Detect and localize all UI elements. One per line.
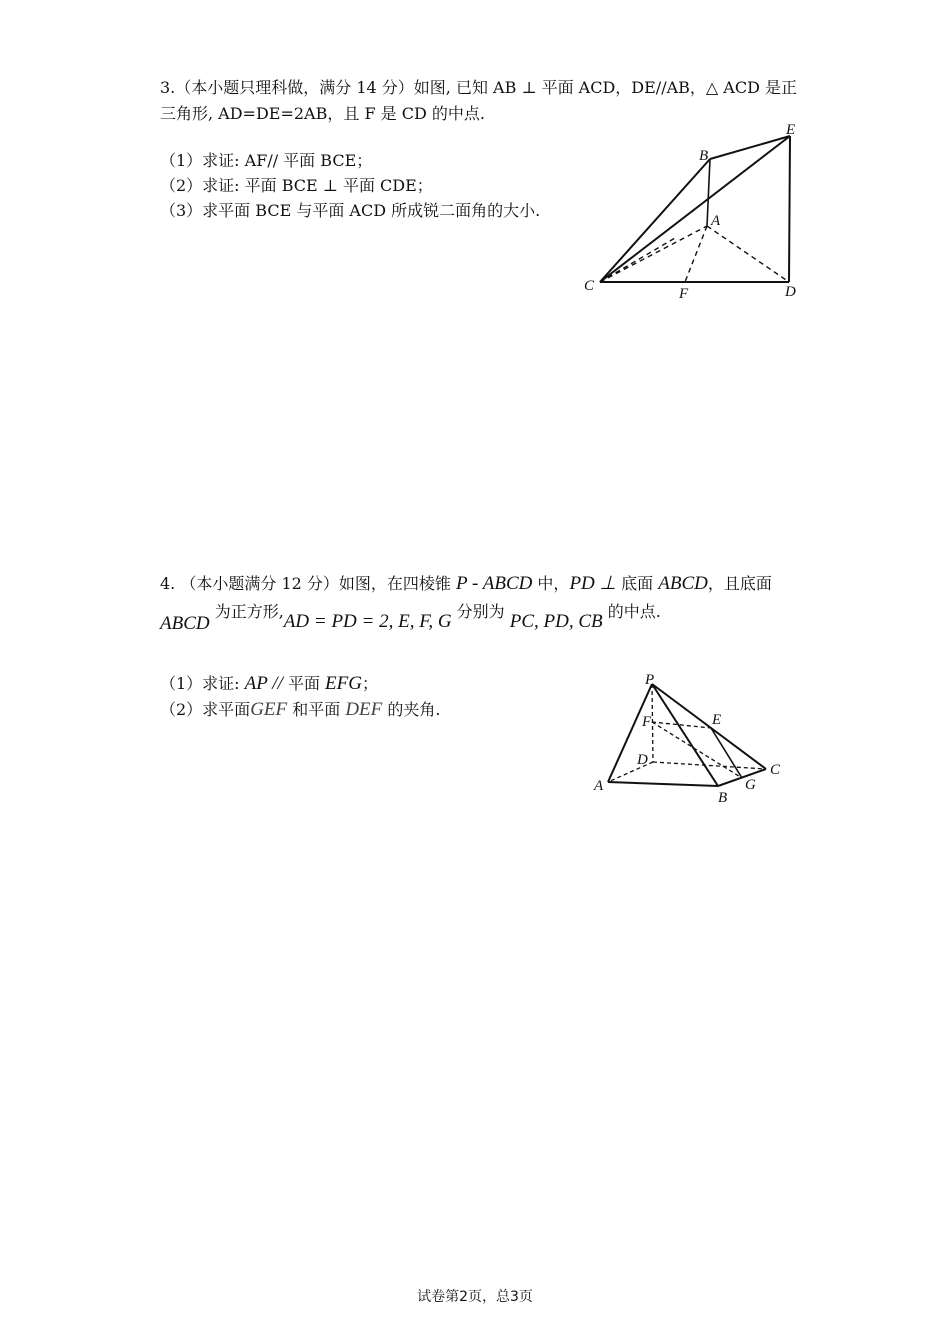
q3-part2: （2）求证: 平面 BCE ⊥ 平面 CDE； <box>160 176 433 195</box>
q3-stem-line1: 3.（本小题只理科做，满分 14 分）如图, 已知 AB ⊥ 平面 ACD，DE//AB，△ ACD 是正 <box>160 78 798 97</box>
q4-part1-math2: EFG <box>325 673 362 694</box>
q4-part2 <box>160 700 440 720</box>
edge-ce <box>600 136 790 282</box>
q4-part2-math1: GEF <box>250 699 288 720</box>
q4-line2-math3: PC, PD, CB <box>509 611 603 632</box>
label-e: E <box>786 122 796 138</box>
label-c: C <box>584 278 595 294</box>
label-e: E <box>712 712 722 728</box>
q4-part1 <box>160 674 378 694</box>
q4-line2-math2: AD = PD = 2, E, F, G <box>283 611 452 632</box>
q4-stem-line2 <box>160 602 661 634</box>
edge-ba <box>707 159 710 226</box>
q3-part1: （1）求证: AF// 平面 BCE； <box>160 151 373 170</box>
q4-line1-text-d: ，且底面 <box>707 574 772 593</box>
q4-line1-math3: ABCD <box>658 573 708 594</box>
q4-line1-math1: P - ABCD <box>455 573 533 594</box>
q4-part2-text-a: （2）求平面 <box>160 700 251 719</box>
edge-ca <box>600 226 707 282</box>
q4-line2-text-b: 分别为 <box>451 602 510 621</box>
label-c: C <box>770 762 781 778</box>
edge-de <box>789 136 790 282</box>
q4-line2-text-c: 的中点. <box>602 602 661 621</box>
edge-af <box>685 226 707 282</box>
q4-part1-math: AP // <box>244 673 283 694</box>
q3-part3: （3）求平面 BCE 与平面 ACD 所成锐二面角的大小. <box>160 201 541 220</box>
q4-line1-math2: PD ⊥ <box>569 573 617 594</box>
label-d: D <box>785 284 796 300</box>
q4-line2-math1: ABCD <box>160 613 210 634</box>
label-f: F <box>679 286 689 302</box>
q4-part1-text-a: （1）求证: <box>160 674 245 693</box>
q4-part2-text-b: 和平面 <box>287 700 346 719</box>
q4-stem-line1 <box>160 574 772 594</box>
q4-line1-text-a: 4. （本小题满分 12 分）如图，在四棱锥 <box>160 574 456 593</box>
label-a: A <box>594 778 604 794</box>
label-d: D <box>637 752 648 768</box>
q4-part2-text-c: 的夹角. <box>382 700 441 719</box>
label-b: B <box>699 148 709 164</box>
page-footer: 试卷第2页，总3页 <box>417 1289 533 1305</box>
label-g: G <box>745 777 756 793</box>
edge-cb <box>600 159 710 282</box>
q4-line1-text-c: 底面 <box>616 574 659 593</box>
label-a: A <box>711 213 721 229</box>
q3-figure <box>575 118 810 303</box>
edge-fg <box>652 722 742 778</box>
edge-cf-extra <box>600 238 675 282</box>
q4-figure <box>590 672 790 812</box>
label-f: F <box>642 714 652 730</box>
q4-part1-text-b: 平面 <box>282 674 326 693</box>
edge-dc <box>653 762 766 769</box>
edge-ab <box>608 782 718 786</box>
edge-eg <box>711 728 742 778</box>
edge-ad <box>707 226 789 282</box>
label-b: B <box>718 790 728 806</box>
edge-pc <box>652 684 766 769</box>
q3-stem-line2: 三角形, AD=DE=2AB，且 F 是 CD 的中点. <box>160 104 485 123</box>
edge-be <box>710 136 790 159</box>
q4-part2-math2: DEF <box>345 699 383 720</box>
q4-line2-text-a: 为正方形, <box>209 602 284 621</box>
edge-pb <box>652 684 718 786</box>
label-p: P <box>645 672 655 688</box>
q4-line1-text-b: 中， <box>532 574 570 593</box>
q4-part1-text-c: ； <box>361 674 378 693</box>
